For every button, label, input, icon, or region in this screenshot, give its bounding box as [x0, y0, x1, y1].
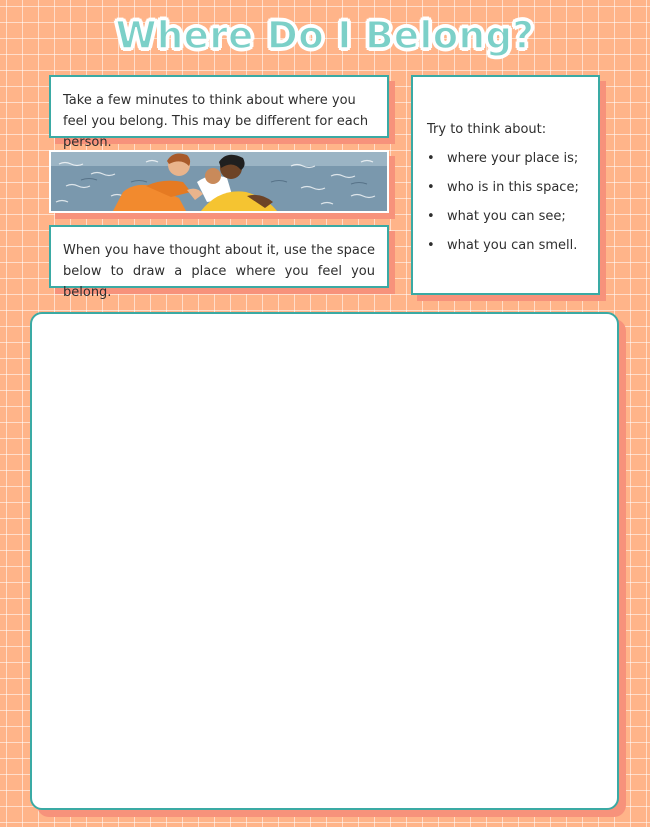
- illustration-banner: [49, 150, 389, 213]
- instructions-text: When you have thought about it, use the space below to draw a place where you feel you belong.: [63, 243, 375, 300]
- list-item: [427, 206, 588, 227]
- bullet-icon: •: [427, 151, 435, 166]
- list-item: [427, 235, 588, 256]
- list-item: [427, 148, 588, 169]
- list-item-text: who is in this space;: [447, 180, 579, 195]
- list-item-text: where your place is;: [447, 151, 579, 166]
- page-title: Where Do I Belong?: [115, 14, 535, 57]
- list-item-text: what you can see;: [447, 209, 566, 224]
- list-item: [427, 177, 588, 198]
- bullet-icon: •: [427, 209, 435, 224]
- bullet-icon: •: [427, 180, 435, 195]
- think-about-card: [411, 75, 600, 295]
- think-about-list: [427, 148, 588, 256]
- drawing-area[interactable]: [30, 312, 619, 810]
- list-item-text: what you can smell.: [447, 238, 578, 253]
- intro-text: Take a few minutes to think about where you feel you belong. This may be different for each person.: [63, 93, 369, 150]
- people-by-sea-illustration-icon: [51, 152, 387, 211]
- instructions-card: [49, 225, 389, 300]
- think-about-heading: Try to think about:: [427, 122, 547, 137]
- intro-card: [49, 75, 389, 150]
- bullet-icon: •: [427, 238, 435, 253]
